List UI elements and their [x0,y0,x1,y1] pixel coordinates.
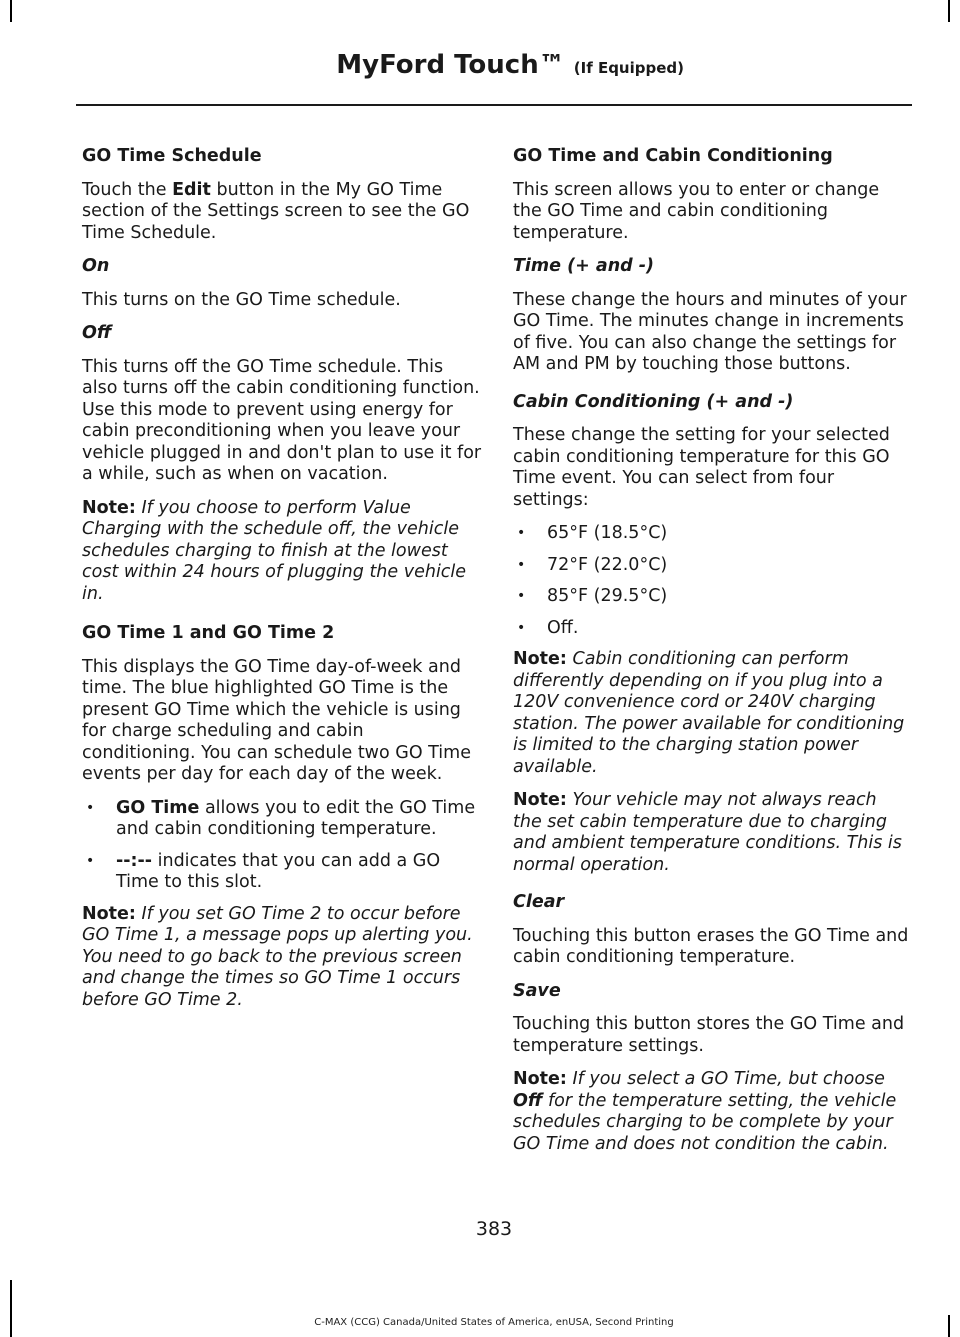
note [82,904,482,1012]
text: indicates that you can add a GO Time to this slot. [116,850,441,892]
footer-imprint: C-MAX (CCG) Canada/United States of America, enUSA, Second Printing [314,1317,674,1328]
bullet-list [82,798,482,894]
note-text: If you choose to perform Value Charging with the schedule off, the vehicle schedules charging to finish at the lowest cost within 24 hours of plugging the vehicle in. [82,497,467,604]
section-heading: GO Time Schedule [82,146,262,166]
page-header-title [336,50,684,80]
list-item: • 72°F (22.0°C) [513,555,909,577]
right-column [513,146,909,1167]
paragraph: This screen allows you to enter or change the GO Time and cabin conditioning temperature. [513,179,880,243]
subheading-time: Time (+ and -) [513,256,655,276]
section-heading: GO Time 1 and GO Time 2 [82,623,335,643]
note-text: Your vehicle may not always reach the set cabin temperature due to charging and ambient temperature conditions. This is normal operation. [513,790,902,875]
paragraph: These change the hours and minutes of your GO Time. The minutes change in increments of five. You can also change the settings for AM and PM by touching those buttons. [513,289,907,374]
header-subtitle: (If Equipped) [573,59,684,77]
note [513,649,909,778]
note-label: Note: [82,497,136,518]
paragraph: This displays the GO Time day-of-week and time. The blue highlighted GO Time is the present GO Time which the vehicle is using for charge scheduling and cabin conditioning. You can schedule two GO Time events per day for each day of the week. [82,656,471,784]
note-label: Note: [513,1069,567,1089]
crop-mark [10,0,12,22]
left-column [82,146,482,1023]
note-text: If you select a GO Time, but choose [566,1069,885,1089]
edit-term: Edit [172,179,211,200]
note-text: Cabin conditioning can perform differently depending on if you plug into a 120V convenience cord or 240V charging station. The power available for conditioning is limited to the charging station power available. [513,649,905,777]
paragraph [82,180,482,245]
list-item: • 65°F (18.5°C) [513,523,909,545]
list-item: • 85°F (29.5°C) [513,586,909,608]
note-label: Note: [513,649,567,669]
text: allows you to edit the GO Time and cabin conditioning temperature. [116,797,476,839]
subheading-off: Off [82,323,112,343]
note [513,790,909,876]
note [82,498,482,606]
subheading-on: On [82,256,110,276]
settings-list [513,523,909,639]
paragraph: These change the setting for your selected cabin conditioning temperature for this GO Time event. You can select from four settings: [513,425,890,510]
text: button in the My GO Time section of the Settings screen to see the GO Time Schedule. [82,179,470,243]
subheading-save: Save [513,980,561,1001]
text: Touch the [82,179,173,200]
note-text: for the temperature setting, the vehicle schedules charging to be complete by your GO Time and does not condition the cabin. [513,1090,897,1154]
note-label: Note: [82,903,136,924]
note [513,1069,909,1155]
note-text: If you set GO Time 2 to occur before GO Time 1, a message pops up alerting you. You need to go back to the previous screen and change the times so GO Time 1 occurs before GO Time 2. [82,903,473,1010]
off-term: Off [513,1090,543,1111]
crop-mark [948,0,950,22]
list-item: • Off. [513,618,909,640]
crop-mark [10,1280,12,1337]
subheading-clear: Clear [513,892,565,912]
term: GO Time [116,797,200,818]
header-rule [76,104,912,106]
subheading-cabin: Cabin Conditioning (+ and -) [513,391,794,412]
paragraph: Touching this button erases the GO Time and cabin conditioning temperature. [513,925,909,967]
paragraph: Touching this button stores the GO Time and temperature settings. [513,1014,905,1056]
list-item [82,851,482,894]
paragraph: This turns on the GO Time schedule. [82,289,401,310]
section-heading: GO Time and Cabin Conditioning [513,146,833,166]
header-title: MyFord Touch™ [336,50,565,80]
paragraph: This turns off the GO Time schedule. This also turns off the cabin conditioning function. Use this mode to prevent using energy for cabin preconditioning when you leave your vehicle plugged in and don't plan to use it for a while, such as when on vacation. [82,356,482,484]
note-label: Note: [513,790,567,810]
list-item [82,798,482,841]
page-number: 383 [475,1218,513,1240]
term: --:-- [116,850,153,871]
